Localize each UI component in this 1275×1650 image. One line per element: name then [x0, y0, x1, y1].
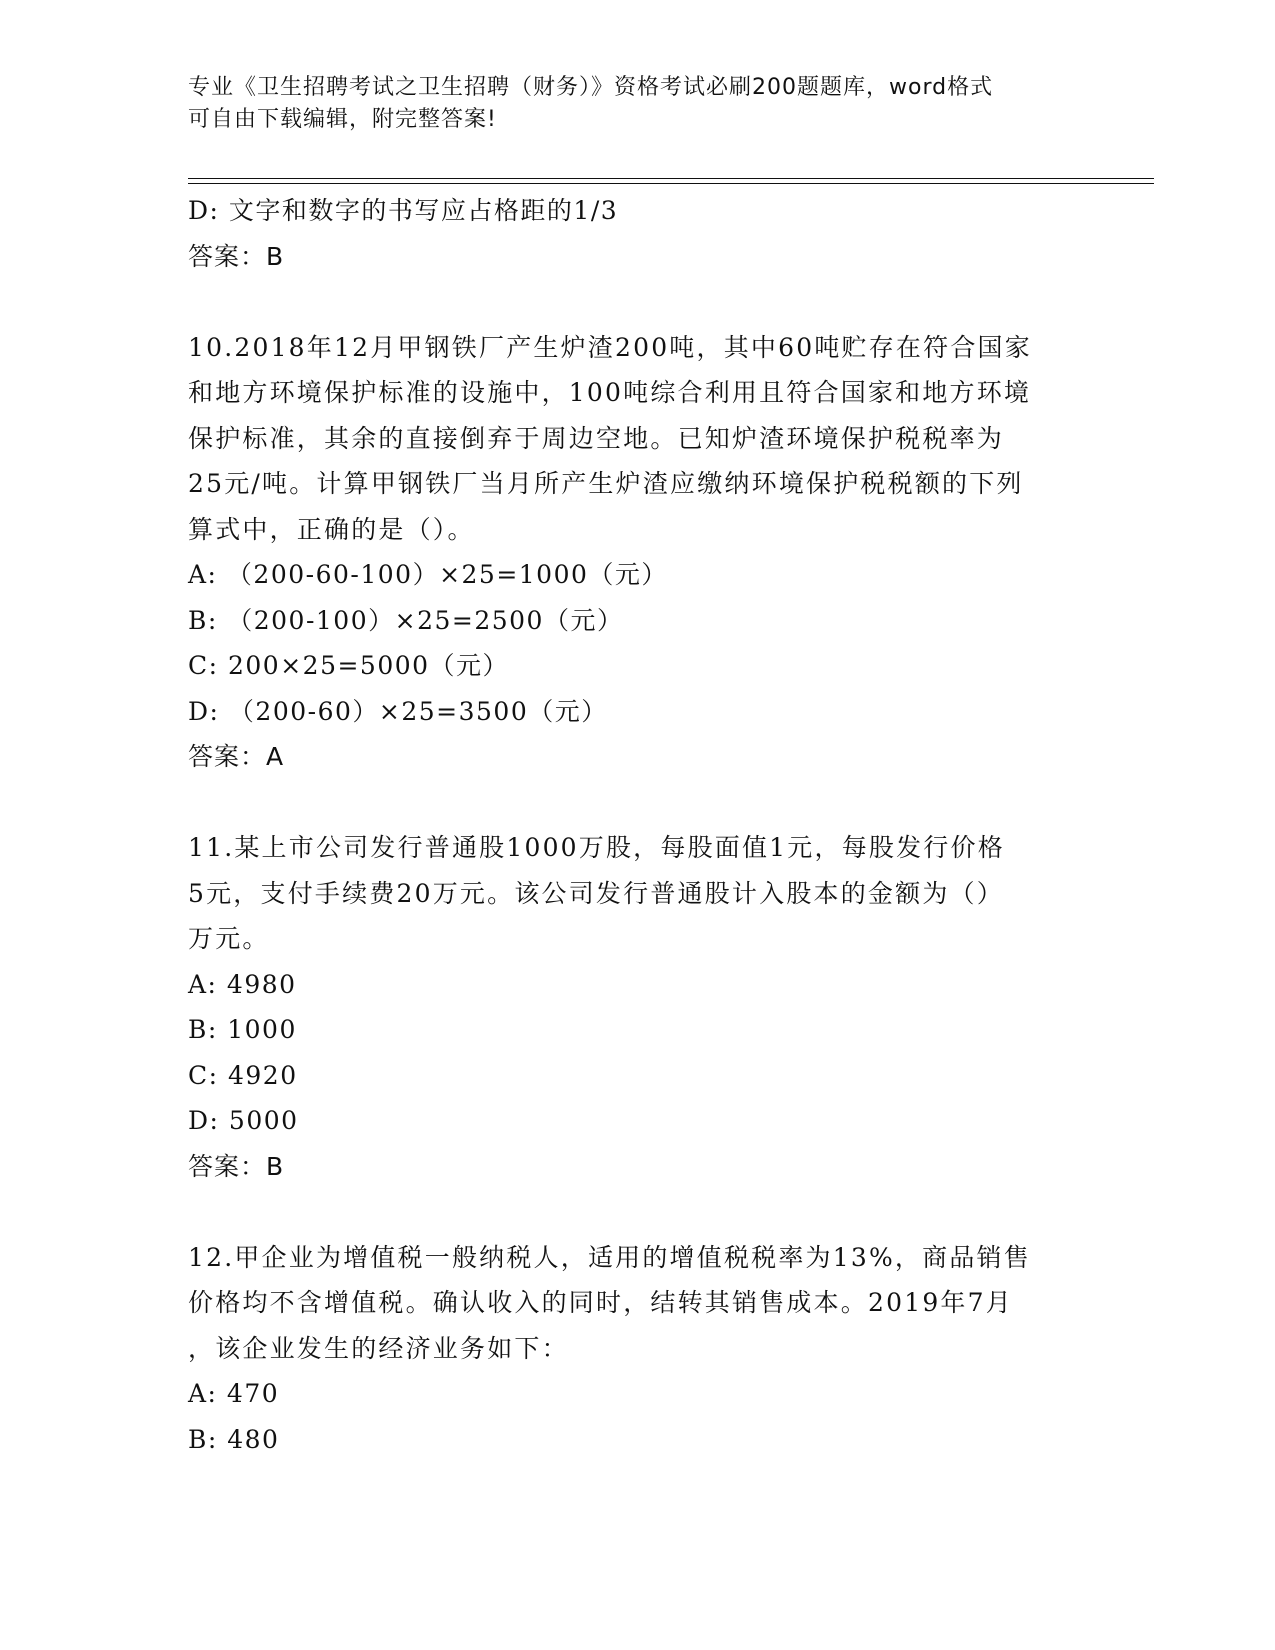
question-11 [188, 825, 1088, 1189]
option-a: A: （200-60-100）×25=1000（元） [188, 560, 668, 589]
question-12 [188, 1235, 1088, 1463]
prev-answer: 答案：B [188, 241, 285, 271]
option-d: D: （200-60）×25=3500（元） [188, 696, 608, 726]
question-text-line: 11.某上市公司发行普通股1000万股，每股面值1元，每股发行价格 [188, 833, 1005, 862]
document-body [188, 188, 1088, 1462]
spacer [188, 780, 1088, 826]
question-text-line: ，该企业发生的经济业务如下： [188, 1333, 569, 1363]
document-header [188, 72, 1068, 136]
question-text-line: 10.2018年12月甲钢铁厂产生炉渣200吨，其中60吨贮存在符合国家 [188, 332, 1032, 362]
option-d: D: 5000 [188, 1106, 299, 1135]
question-text-line: 保护标准，其余的直接倒弃于周边空地。已知炉渣环境保护税税率为 [188, 423, 1005, 453]
answer: 答案：A [188, 742, 285, 771]
header-rule-top [188, 178, 1154, 179]
header-rule-bottom [188, 183, 1154, 184]
prev-option-d: D: 文字和数字的书写应占格距的1/3 [188, 196, 619, 225]
header-line-2: 可自由下载编辑，附完整答案! [188, 107, 497, 132]
option-b: B: （200-100）×25=2500（元） [188, 605, 624, 635]
option-b: B: 1000 [188, 1015, 297, 1044]
question-text-line: 25元/吨。计算甲钢铁厂当月所产生炉渣应缴纳环境保护税税额的下列 [188, 469, 1024, 498]
answer: 答案：B [188, 1151, 285, 1181]
header-line-1: 专业《卫生招聘考试之卫生招聘（财务）》资格考试必刷200题题库，word格式 [188, 75, 994, 100]
option-b: B: 480 [188, 1424, 280, 1454]
option-a: A: 4980 [188, 969, 297, 999]
option-c: C: 4920 [188, 1060, 298, 1090]
question-text-line: 价格均不含增值税。确认收入的同时，结转其销售成本。2019年7月 [188, 1288, 1013, 1317]
question-text-line: 万元。 [188, 924, 270, 953]
question-text-line: 12.甲企业为增值税一般纳税人，适用的增值税税率为13%，商品销售 [188, 1242, 1031, 1272]
question-text-line: 和地方环境保护标准的设施中，100吨综合利用且符合国家和地方环境 [188, 378, 1032, 407]
spacer [188, 1189, 1088, 1235]
question-10 [188, 325, 1088, 780]
question-text-line: 算式中，正确的是（）。 [188, 514, 475, 544]
question-text-line: 5元，支付手续费20万元。该公司发行普通股计入股本的金额为（） [188, 878, 1004, 908]
option-c: C: 200×25=5000（元） [188, 651, 510, 680]
option-a: A: 470 [188, 1379, 280, 1408]
spacer [188, 279, 1088, 325]
